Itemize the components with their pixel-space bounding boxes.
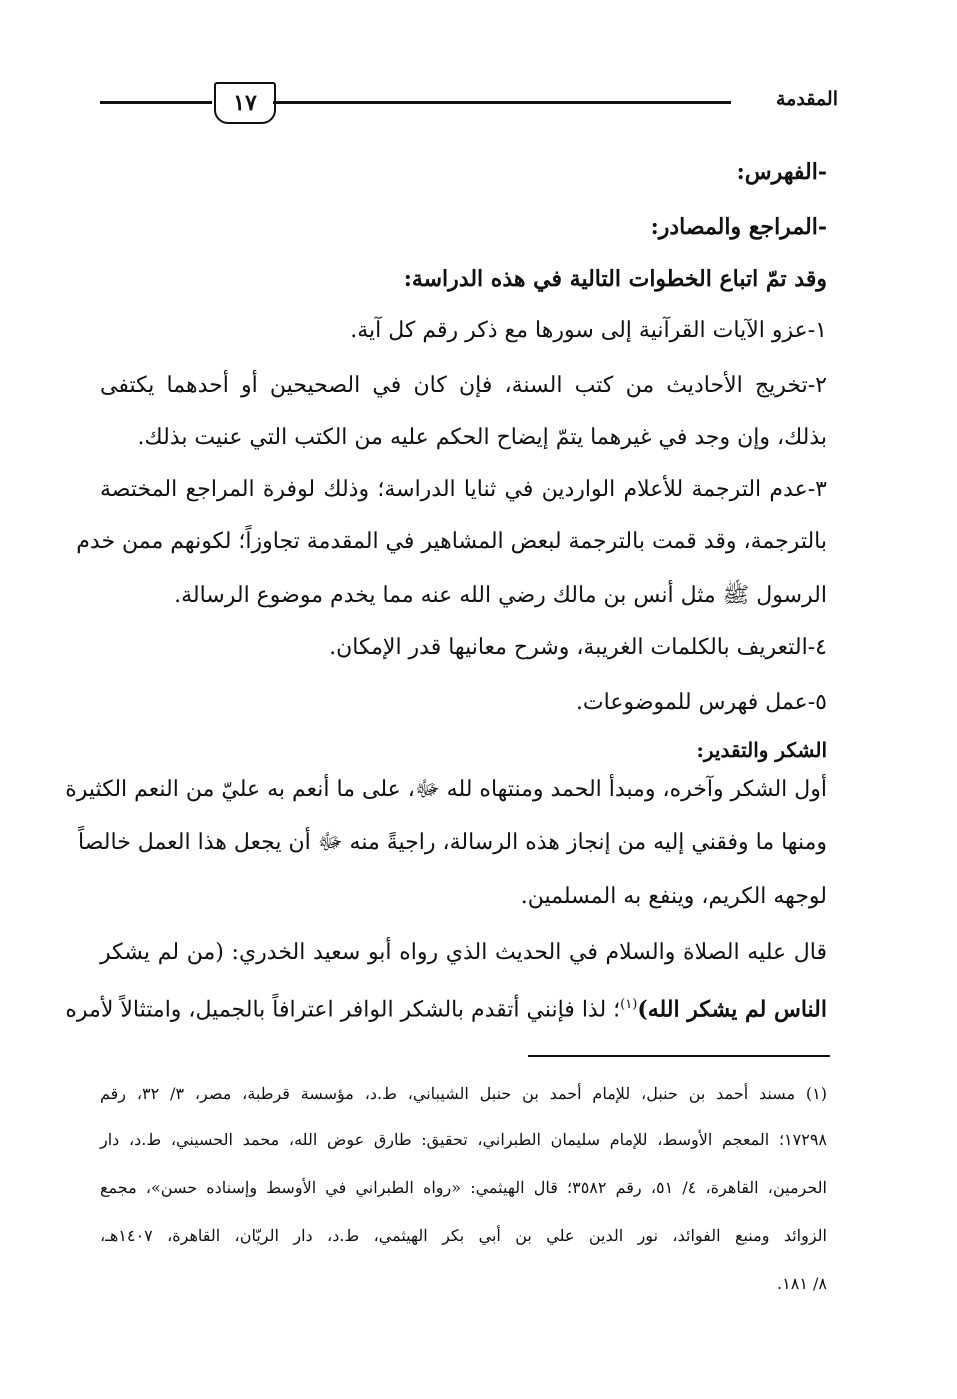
step-3-line-2: بالترجمة، وقد قمت بالترجمة لبعض المشاهير في المقدمة تجاوزاً؛ لكونهم ممن خدم <box>76 529 827 554</box>
thanks-line-2: ومنها ما وفقني إليه من إنجاز هذه الرسالة، راجيةً منه ﷻ أن يجعل هذا العمل خالصاً <box>78 830 827 855</box>
steps-intro: وقد تمّ اتباع الخطوات التالية في هذه الدراسة: <box>403 266 827 292</box>
footnote-line-3: الحرمين، القاهرة، ٤/ ٥١، رقم ٣٥٨٢؛ قال الهيثمي: «رواه الطبراني في الأوسط وإسناده حسن»، مجمع <box>100 1178 827 1197</box>
step-2-line-2: بذلك، وإن وجد في غيرهما يتمّ إيضاح الحكم عليه من الكتب التي عنيت بذلك. <box>137 425 827 450</box>
footnote-ref-1: (١) <box>620 997 638 1012</box>
thanks-line-3: لوجهه الكريم، وينفع به المسلمين. <box>520 884 827 909</box>
hadith-line-2-rest: ؛ لذا فإنني أتقدم بالشكر الوافر اعترافاً بالجميل، وامتثالاً لأمره <box>65 997 621 1023</box>
section-heading-thanks: الشكر والتقدير: <box>696 738 827 762</box>
hadith-line-2 <box>65 990 827 1025</box>
header-rule-right <box>273 101 731 104</box>
list-item-index: -الفهرس: <box>736 159 827 185</box>
footnote-separator <box>528 1055 830 1057</box>
step-3-line-3: الرسول ﷺ مثل أنس بن مالك رضي الله عنه مما يخدم موضوع الرسالة. <box>174 583 827 608</box>
running-title: المقدمة <box>775 88 838 110</box>
page-number-badge: ١٧ <box>214 82 276 124</box>
thanks-line-1: أول الشكر وآخره، ومبدأ الحمد ومنتهاه لله ﷻ، على ما أنعم به عليّ من النعم الكثيرة <box>65 777 827 802</box>
footnote-line-5: ٨/ ١٨١. <box>777 1274 827 1293</box>
step-4: ٤-التعريف بالكلمات الغريبة، وشرح معانيها قدر الإمكان. <box>329 635 827 660</box>
step-3-line-1: ٣-عدم الترجمة للأعلام الواردين في ثنايا الدراسة؛ وذلك لوفرة المراجع المختصة <box>100 477 827 502</box>
footnote-line-1: (١) مسند أحمد بن حنبل، للإمام أحمد بن حنبل الشيباني، ط.د، مؤسسة قرطبة، مصر، ٣/ ٣٢، رقم <box>100 1084 827 1103</box>
step-2-line-1: ٢-تخريج الأحاديث من كتب السنة، فإن كان في الصحيحين أو أحدهما يكتفى <box>100 373 827 398</box>
step-1: ١-عزو الآيات القرآنية إلى سورها مع ذكر رقم كل آية. <box>350 318 827 343</box>
list-item-references: -المراجع والمصادر: <box>650 214 827 240</box>
hadith-quote: الناس لم يشكر الله) <box>637 996 827 1023</box>
header-rule-left <box>100 101 212 104</box>
page-header <box>100 78 838 128</box>
footnote-line-4: الزوائد ومنبع الفوائد، نور الدين علي بن أبي بكر الهيثمي، ط.د، دار الريّان، القاهرة، ١٤٠٧هـ، <box>100 1226 827 1245</box>
step-5: ٥-عمل فهرس للموضوعات. <box>575 690 827 715</box>
footnote-line-2: ١٧٢٩٨؛ المعجم الأوسط، للإمام سليمان الطبراني، تحقيق: طارق عوض الله، محمد الحسيني، ط.د، دار <box>100 1130 828 1149</box>
hadith-line-1: قال عليه الصلاة والسلام في الحديث الذي رواه أبو سعيد الخدري: (من لم يشكر <box>100 940 827 965</box>
